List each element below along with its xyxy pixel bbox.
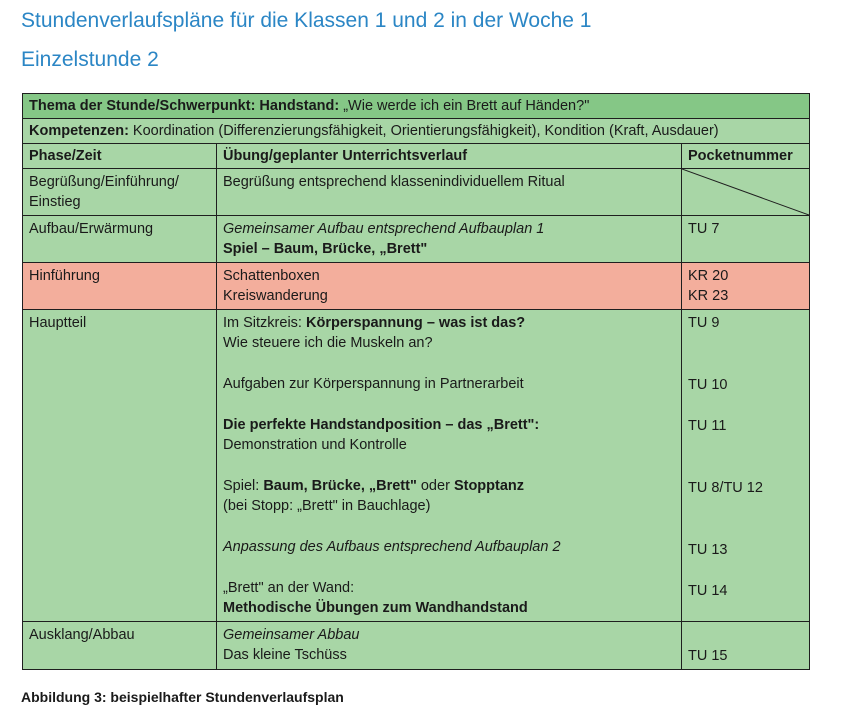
uebung-line: Kreiswanderung [223, 288, 328, 304]
thema-row [23, 94, 810, 119]
pocket-line: TU 8/TU 12 [688, 480, 763, 496]
kompetenzen-row [23, 119, 810, 144]
table-row [23, 263, 810, 310]
page-title: Stundenverlaufspläne für die Klassen 1 und 2 in der Woche 1 [21, 9, 592, 32]
table-row [23, 169, 810, 216]
pocket-line: TU 9 [688, 315, 720, 331]
header-uebung: Übung/geplanter Unterrichtsverlauf [217, 144, 682, 169]
pocket-line: TU 13 [688, 542, 728, 558]
thema-cell [23, 94, 810, 119]
uebung-line: Anpassung des Aufbaus entsprechend Aufbauplan 2 [223, 539, 561, 555]
pocket-cell: TU 7 [682, 216, 810, 263]
uebung-line: Aufgaben zur Körperspannung in Partnerarbeit [223, 376, 524, 392]
table-row [23, 622, 810, 670]
table-row [23, 310, 810, 622]
spacer [688, 519, 803, 540]
spacer [223, 557, 675, 578]
uebung-text: Spiel: [223, 478, 264, 494]
pocket-line: TU 15 [688, 648, 728, 664]
uebung-line: Gemeinsamer Abbau [223, 627, 360, 643]
spacer [688, 436, 803, 457]
uebung-text-bold: Baum, Brücke, „Brett" [263, 478, 417, 494]
uebung-line: Die perfekte Handstandposition – das „Brett": [223, 417, 540, 433]
uebung-line: Wie steuere ich die Muskeln an? [223, 335, 433, 351]
kompetenzen-label: Kompetenzen: [29, 123, 133, 139]
spacer [223, 353, 675, 374]
figure-caption: Abbildung 3: beispielhafter Stundenverlaufsplan [21, 689, 344, 705]
uebung-text-bold: Stopptanz [453, 478, 525, 494]
uebung-text: Im Sitzkreis: [223, 315, 306, 331]
uebung-cell [217, 263, 682, 310]
uebung-text: oder [416, 478, 454, 494]
spacer [688, 354, 803, 375]
diagonal-line [682, 169, 809, 215]
pocket-cell [682, 310, 810, 622]
uebung-line: „Brett" an der Wand: [223, 580, 355, 596]
header-phase: Phase/Zeit [23, 144, 217, 169]
pocket-line: KR 20 [688, 268, 729, 284]
pocket-cell [682, 263, 810, 310]
pocket-cell [682, 622, 810, 670]
uebung-line [223, 313, 675, 333]
uebung-line: Schattenboxen [223, 268, 320, 284]
pocket-line: TU 11 [688, 418, 727, 434]
uebung-line [223, 476, 675, 496]
uebung-cell: Begrüßung entsprechend klassenindividuellem Ritual [217, 169, 682, 216]
spacer [223, 516, 675, 537]
phase-cell: Aufbau/Erwärmung [23, 216, 217, 263]
phase-cell: Hauptteil [23, 310, 217, 622]
kompetenzen-cell [23, 119, 810, 144]
pocket-line: TU 14 [688, 583, 728, 599]
page-subtitle: Einzelstunde 2 [21, 48, 159, 71]
spacer [223, 455, 675, 476]
uebung-line: Demonstration und Kontrolle [223, 437, 407, 453]
uebung-cell [217, 622, 682, 670]
spacer [688, 625, 803, 646]
spacer [223, 394, 675, 415]
pocket-line: KR 23 [688, 288, 729, 304]
uebung-line: Methodische Übungen zum Wandhandstand [223, 600, 528, 616]
uebung-cell [217, 216, 682, 263]
uebung-line: Spiel – Baum, Brücke, „Brett" [223, 241, 428, 257]
kompetenzen-text: Koordination (Differenzierungsfähigkeit, Orientierungsfähigkeit), Kondition (Kraft, Ausdauer) [132, 123, 719, 139]
uebung-line: Gemeinsamer Aufbau entsprechend Aufbauplan 1 [223, 221, 545, 237]
uebung-line: (bei Stopp: „Brett" in Bauchlage) [223, 498, 431, 514]
spacer [688, 395, 803, 416]
pocket-cell-empty [682, 169, 810, 216]
header-pocket: Pocketnummer [682, 144, 810, 169]
header-row [23, 144, 810, 169]
uebung-cell [217, 310, 682, 622]
pocket-line: TU 10 [688, 377, 728, 393]
table-row [23, 216, 810, 263]
spacer [688, 498, 803, 519]
uebung-line: Das kleine Tschüss [223, 647, 347, 663]
spacer [688, 560, 803, 581]
lesson-plan-table [22, 93, 810, 670]
uebung-text-bold: Körperspannung – was ist das? [305, 315, 526, 331]
phase-cell: Ausklang/Abbau [23, 622, 217, 670]
thema-text: „Wie werde ich ein Brett auf Händen?" [343, 98, 590, 114]
spacer [688, 333, 803, 354]
phase-cell: Begrüßung/Einführung/ Einstieg [23, 169, 217, 216]
phase-cell: Hinführung [23, 263, 217, 310]
thema-label: Thema der Stunde/Schwerpunkt: Handstand: [29, 98, 344, 114]
spacer [688, 457, 803, 478]
